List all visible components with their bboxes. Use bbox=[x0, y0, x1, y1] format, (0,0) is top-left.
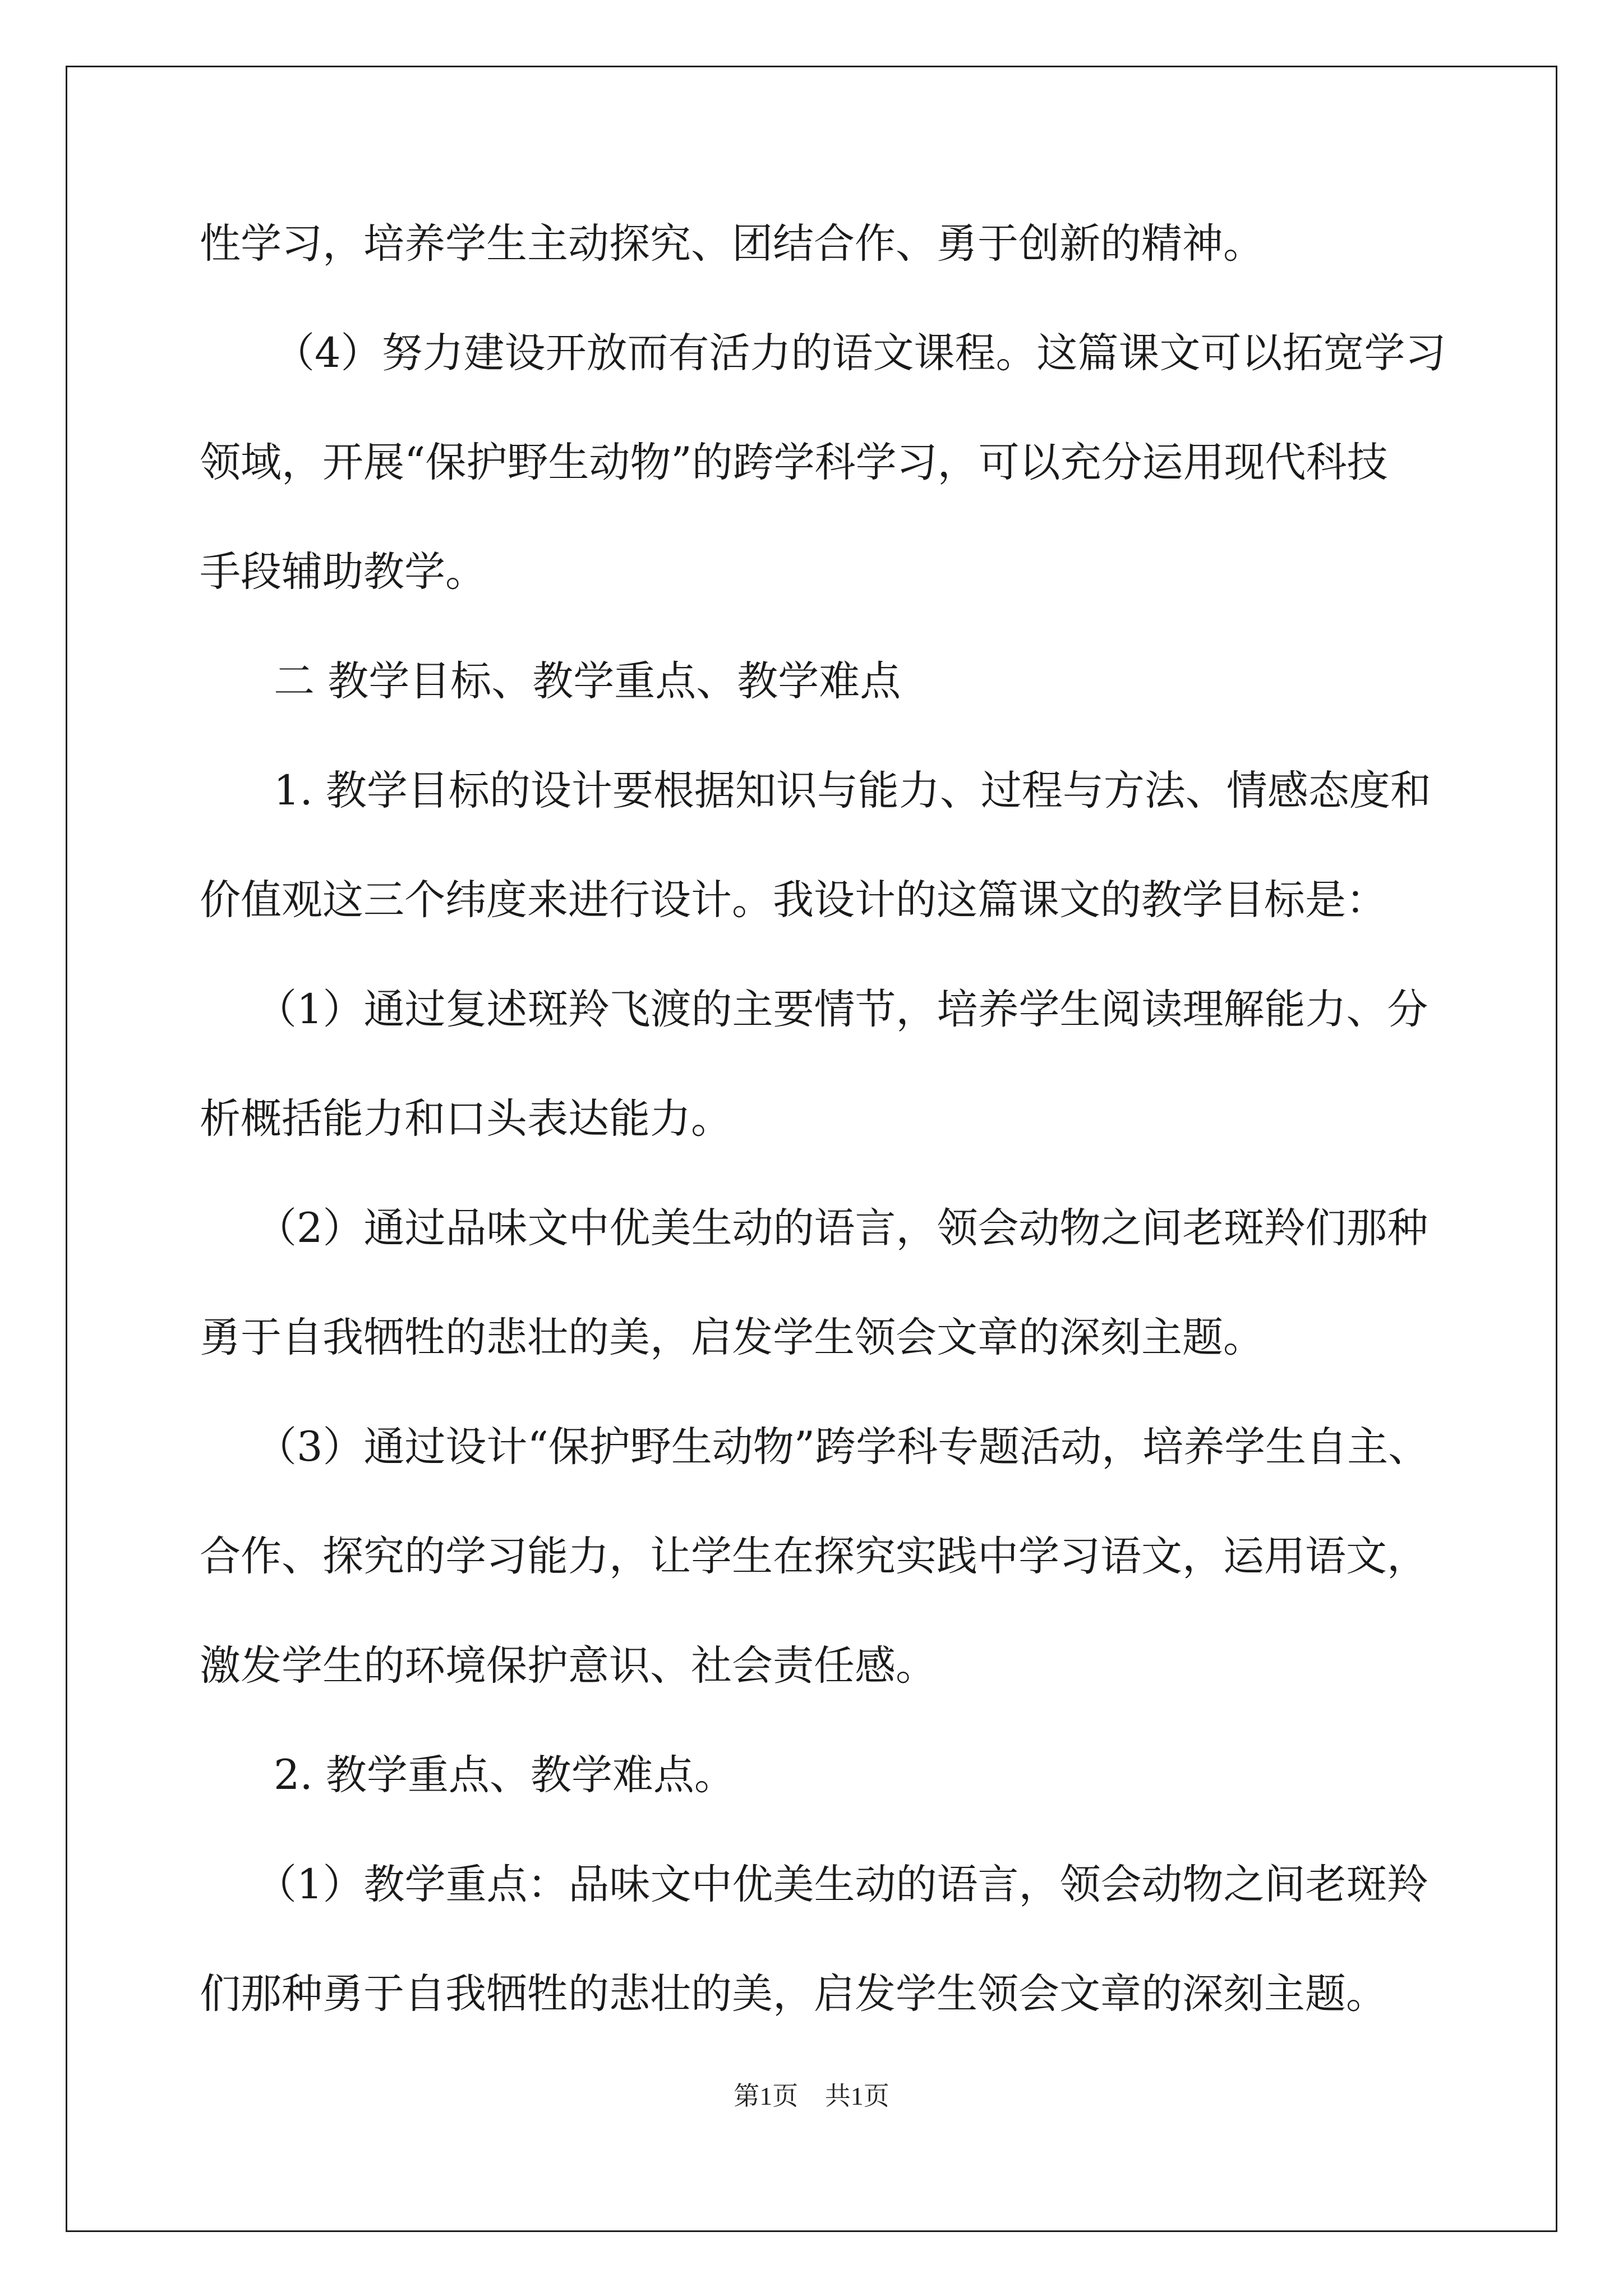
text-line-17: 们那种勇于自我牺牲的悲壮的美，启发学生领会文章的深刻主题。 bbox=[200, 1970, 1387, 2018]
text-line-1: 性学习，培养学生主动探究、团结合作、勇于创新的精神。 bbox=[200, 220, 1264, 268]
text-line-13: 合作、探究的学习能力，让学生在探究实践中学习语文，运用语文， bbox=[200, 1533, 1428, 1580]
page-footer bbox=[0, 2076, 1623, 2113]
text-line-16: （1）教学重点：品味文中优美生动的语言，领会动物之间老斑羚 bbox=[256, 1861, 1428, 1908]
text-line-15: 2. 教学重点、教学难点。 bbox=[274, 1751, 735, 1799]
text-line-4: 手段辅助教学。 bbox=[200, 548, 486, 596]
text-line-6: 1. 教学目标的设计要根据知识与能力、过程与方法、情感态度和 bbox=[274, 767, 1431, 815]
text-line-7: 价值观这三个纬度来进行设计。我设计的这篇课文的教学目标是： bbox=[200, 876, 1387, 924]
text-line-3: 领域，开展“保护野生动物”的跨学科学习，可以充分运用现代科技 bbox=[200, 439, 1388, 486]
text-line-12: （3）通过设计“保护野生动物”跨学科专题活动，培养学生自主、 bbox=[256, 1423, 1430, 1471]
text-line-8: （1）通过复述斑羚飞渡的主要情节，培养学生阅读理解能力、分 bbox=[256, 986, 1428, 1033]
section-heading: 二 教学目标、教学重点、教学难点 bbox=[274, 657, 901, 705]
text-line-10: （2）通过品味文中优美生动的语言，领会动物之间老斑羚们那种 bbox=[256, 1204, 1428, 1252]
text-line-2: （4）努力建设开放而有活力的语文课程。这篇课文可以拓宽学习 bbox=[274, 329, 1446, 377]
page-number: 第1页 bbox=[734, 2082, 799, 2110]
text-line-11: 勇于自我牺牲的悲壮的美，启发学生领会文章的深刻主题。 bbox=[200, 1314, 1264, 1361]
text-line-9: 析概括能力和口头表达能力。 bbox=[200, 1095, 732, 1143]
page-total: 共1页 bbox=[824, 2082, 889, 2110]
text-line-14: 激发学生的环境保护意识、社会责任感。 bbox=[200, 1642, 937, 1690]
